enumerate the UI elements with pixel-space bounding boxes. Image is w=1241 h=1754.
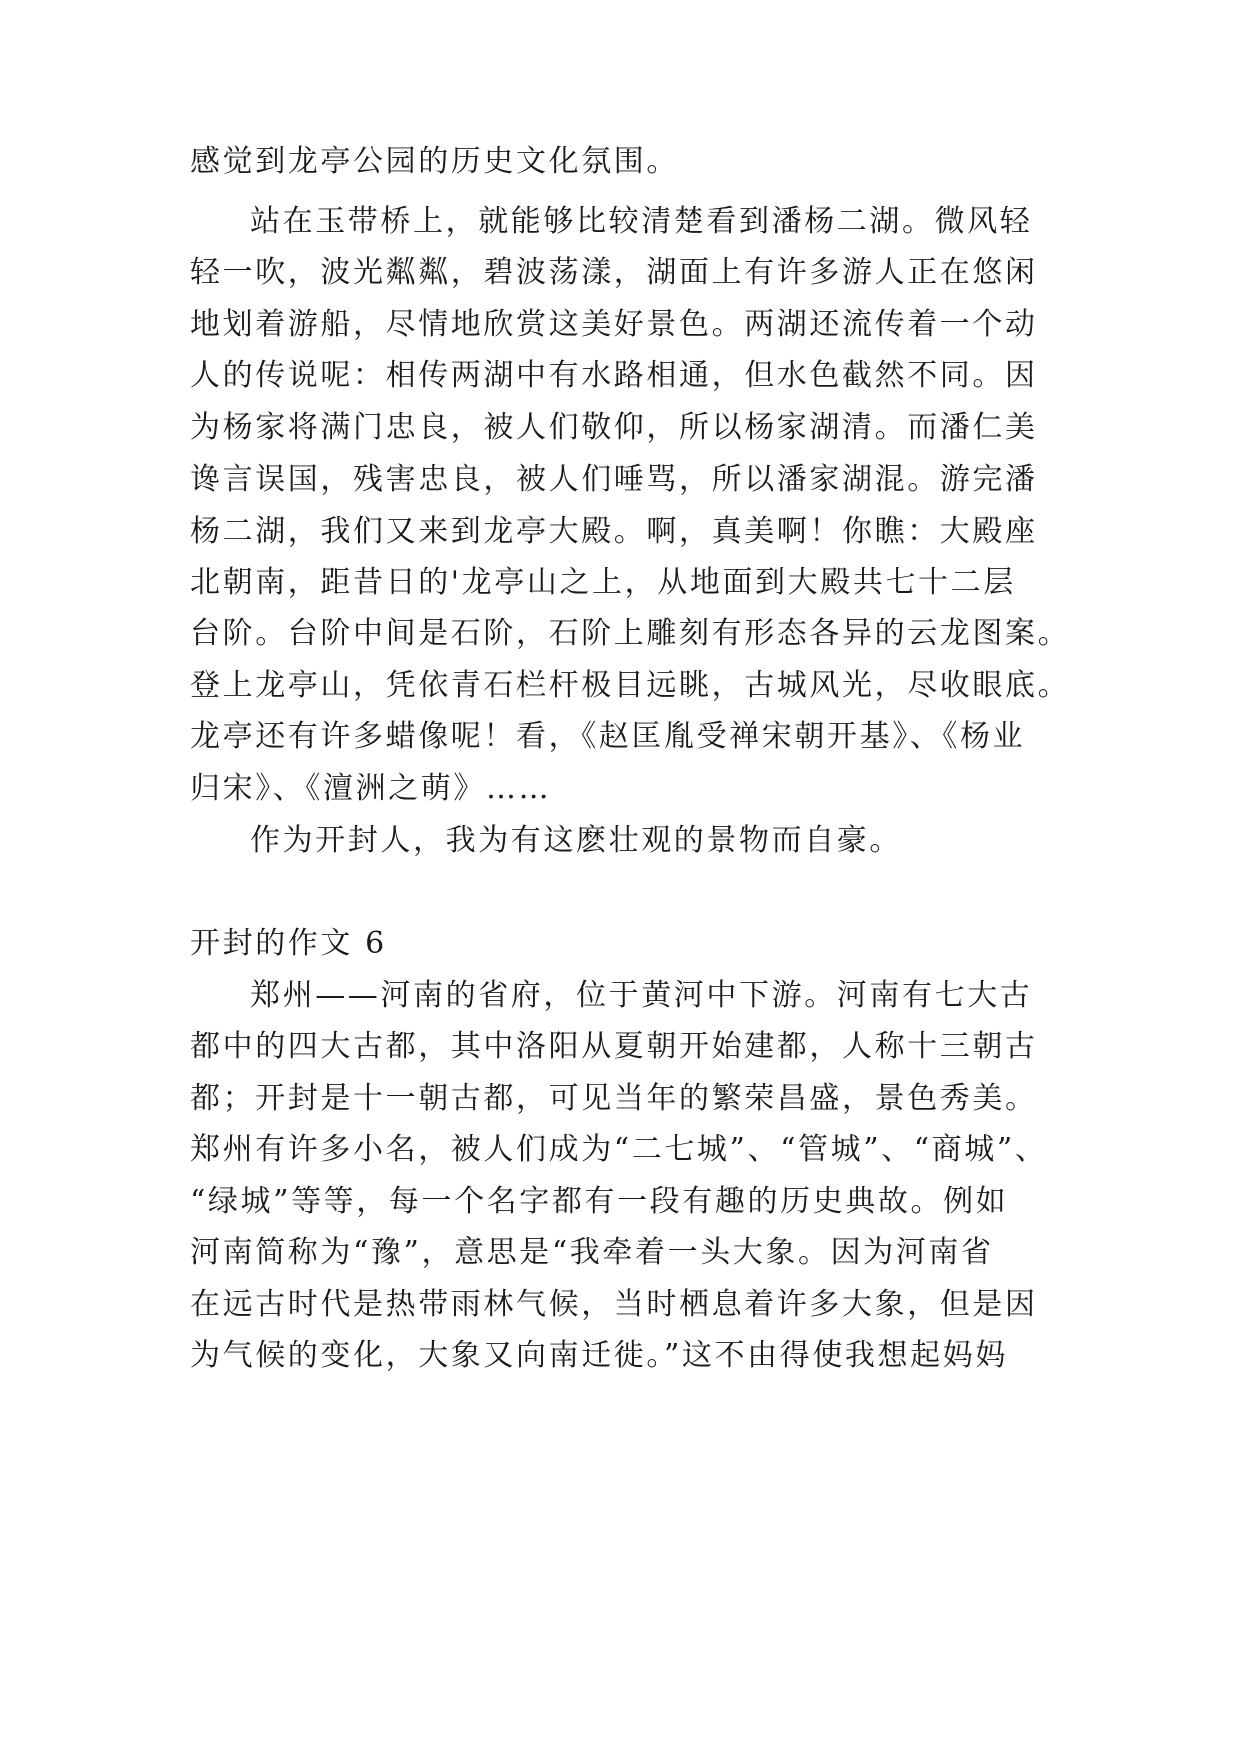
paragraph-line: 河南简称为“豫”，意思是“我牵着一头大象。因为河南省	[190, 1235, 994, 1270]
paragraph-line: 郑州有许多小名，被人们成为“二七城”、“管城”、“商城”、	[190, 1132, 1048, 1167]
paragraph-line: 作为开封人，我为有这麽壮观的景物而自豪。	[250, 823, 902, 858]
paragraph-line: 都中的四大古都，其中洛阳从夏朝开始建都，人称十三朝古	[190, 1029, 1038, 1064]
paragraph-line: 台阶。台阶中间是石阶，石阶上雕刻有形态各异的云龙图案。	[190, 616, 1071, 651]
paragraph-line: 郑州——河南的省府，位于黄河中下游。河南有七大古	[250, 978, 1033, 1013]
paragraph-line: 感觉到龙亭公园的历史文化氛围。	[190, 144, 679, 179]
paragraph-line: 在远古时代是热带雨林气候，当时栖息着许多大象，但是因	[190, 1287, 1038, 1322]
paragraph-line: 龙亭还有许多蜡像呢！看，《赵匡胤受禅宋朝开基》、《杨业	[190, 719, 1026, 754]
paragraph-line: 北朝南，距昔日的'龙亭山之上，从地面到大殿共七十二层	[190, 565, 1016, 600]
paragraph-line: 轻一吹，波光粼粼，碧波荡漾，湖面上有许多游人正在悠闲	[190, 255, 1038, 290]
paragraph-line: 登上龙亭山，凭依青石栏杆极目远眺，古城风光，尽收眼底。	[190, 668, 1071, 703]
paragraph-line: 为气候的变化，大象又向南迁徙。”这不由得使我想起妈妈	[190, 1338, 1008, 1373]
paragraph-line: 杨二湖，我们又来到龙亭大殿。啊，真美啊！你瞧：大殿座	[190, 514, 1038, 549]
paragraph-line: 地划着游船，尽情地欣赏这美好景色。两湖还流传着一个动	[190, 307, 1038, 342]
paragraph-line: 人的传说呢：相传两湖中有水路相通，但水色截然不同。因	[190, 358, 1038, 393]
paragraph-line: 归宋》、《澶洲之萌》……	[190, 771, 552, 806]
paragraph-line: 谗言误国，残害忠良，被人们唾骂，所以潘家湖混。游完潘	[190, 462, 1038, 497]
paragraph-line: 站在玉带桥上，就能够比较清楚看到潘杨二湖。微风轻	[250, 204, 1033, 239]
paragraph-line: 都；开封是十一朝古都，可见当年的繁荣昌盛，景色秀美。	[190, 1081, 1038, 1116]
section-title: 开封的作文 6	[190, 926, 387, 961]
paragraph-line: 为杨家将满门忠良，被人们敬仰，所以杨家湖清。而潘仁美	[190, 410, 1038, 445]
paragraph-line: “绿城”等等，每一个名字都有一段有趣的历史典故。例如	[190, 1184, 1009, 1219]
